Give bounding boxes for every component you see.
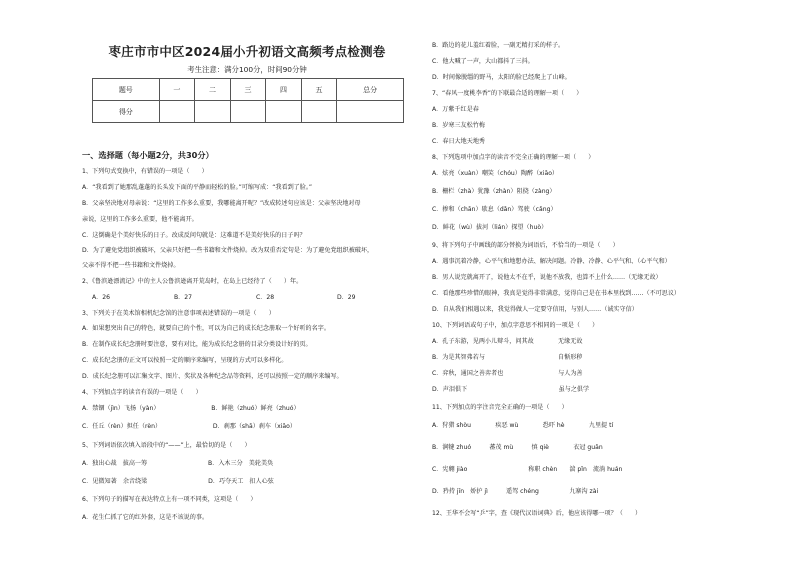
- exam-notice: 考生注意：满分100分，时间90分钟: [187, 65, 307, 74]
- question-line: B．岁寒三友松竹梅: [432, 122, 485, 129]
- question-line: A．如果想突出自己的特色，就要自己的个性，可以为自己的成长纪念册取一个好听的名字。: [82, 325, 330, 332]
- question-line: D．声泪俱下 虽与之俱学: [432, 386, 590, 393]
- question-line: 父亲不得不把一些书籍和文件烧掉。: [82, 262, 180, 269]
- question-line: B．栅栏（zhà）犹豫（zhàn）阻挠（zàng）: [432, 188, 556, 195]
- score-cell[interactable]: [159, 101, 195, 123]
- question-line: B．在制作成长纪念册时要注意，要有对比，能为成长纪念册的目录分类设计好的页。: [82, 341, 312, 348]
- question-line: C．春日大地天地秀: [432, 138, 486, 145]
- score-table-header-cell: 三: [230, 79, 266, 101]
- score-cell[interactable]: [266, 101, 302, 123]
- question-line: 8、下列选项中加点字的读音不完全正确的理解一项（ ）: [432, 154, 595, 161]
- question-line: C．弈秋，通国之善弈者也 与人为善: [432, 370, 583, 377]
- score-table-header-cell: 题号: [93, 79, 160, 101]
- question-line: 2、《鲁滨逊漂流记》中的主人公鲁滨逊离开荒岛时，在岛上已经待了（ ）年。: [82, 278, 303, 285]
- score-row-label: 得分: [93, 101, 160, 123]
- question-line: D．鲜花（wù）拔河（lián）探望（huò）: [432, 224, 548, 231]
- score-cell[interactable]: [337, 101, 404, 123]
- score-table-header-cell: 五: [301, 79, 337, 101]
- question-line: A．禁锢（jìn）飞扬（yàn） B．鲜艳（zhuó）鲜亮（zhuó）: [82, 405, 300, 412]
- question-line: C．成长纪念册的正文可以按照一定的顺序来编写，呈现的方式可以多样化。: [82, 357, 288, 364]
- question-line: C．任丘（rèn）担任（rèn） D．刹那（shā）刹车（xiāo）: [82, 423, 296, 430]
- question-line: D．成长纪念册可以汇集文字、图片、奖状及各种纪念品等资料，还可以按照一定的顺序来编写。: [82, 373, 343, 380]
- question-line: B．为是其智弗若与 自惭形秽: [432, 354, 583, 361]
- question-line: D．时间像脱缰的野马，太阳的脸已经爬上了山峰。: [432, 74, 571, 81]
- question-line: C．他大喊了一声，大山都抖了三抖。: [432, 58, 534, 65]
- question-line: A．狩猎 shòu 疾恶 wù 恐吓 hè 九里提 tí: [432, 422, 614, 429]
- score-table-score-row: [93, 101, 404, 123]
- score-table: [92, 78, 404, 123]
- question-line: 1、下列句式变换中，有错误的一项是（ ）: [82, 168, 208, 175]
- question-line: C．看他那些珍惜的眼神，我真是觉得非常满意，觉得自己是在书本里找到……（不可思议）: [432, 290, 681, 297]
- question-line: A．“我看到了她那乱蓬蓬的长头发下面的平静而轻松的脸。”可缩写成：“我看到了脸。”: [82, 184, 313, 191]
- question-line: 5、下列词语依次填入语段中的“——”上，最恰切的是（ ）: [82, 442, 251, 449]
- question-line: C．掺和（chān）歇息（dǎn）驾驶（cǎng）: [432, 206, 557, 213]
- question-line: A．花生仁抓了它的红外套，这是不该说的事。: [82, 514, 209, 521]
- question-line: A．万紫千红是春: [432, 106, 479, 113]
- score-table-header-cell: 四: [266, 79, 302, 101]
- question-line: D．矜持 jīn 娇护 jì 遥驾 chéng 九寨沟 zài: [432, 488, 599, 495]
- question-line: B．男人说完就离开了，说他太不在乎，说他不放我，也算不上什么……（无缘无故）: [432, 274, 662, 281]
- score-cell[interactable]: [230, 101, 266, 123]
- page-title: 枣庄市市中区2024届小升初语文高频考点检测卷: [108, 44, 386, 59]
- question-line: B．父亲坚决地对母亲说：“这里的工作多么重要，我哪能离开呢？”改成转述句应该是：父亲坚决地对母: [82, 200, 361, 207]
- question-line: D．自从我们相遇以来，我觉得做人一定要守信用，与别人……（诚实守信）: [432, 306, 638, 313]
- score-table-header-cell: 二: [195, 79, 231, 101]
- question-line: 亲说，这里的工作多么重要，他不能离开。: [82, 216, 198, 223]
- question-line: 6、下列句子的描写在表达特点上有一项不同类，这项是（ ）: [82, 496, 257, 503]
- question-line: D．为了避免党组织被破坏，父亲只好把一些书籍和文件烧掉。改为双重否定句是：为了避免党组织被破坏，: [82, 247, 374, 254]
- question-line: B．涧犍 zhuó 蕃茂 mù 慎 qiè 衣冠 guān: [432, 444, 603, 451]
- question-line: 9、将下列句子中画线的部分替换为词语后，不恰当的一项是（ ）: [432, 242, 619, 249]
- question-line: 11、下列加点的字注音完全正确的一项是（ ）: [432, 404, 568, 411]
- question-line: C．见微知著 余音绕梁 D．巧夺天工 扣人心弦: [82, 478, 274, 485]
- question-line: 12、王华不会写“乒”字，查《现代汉语词典》后，他应该得哪一项？（ ）: [432, 510, 642, 517]
- question-line: A．遇事沉着冷静，心平气和地想办法、解决问题。冷静、冷静、心平气和、（心平气和）: [432, 258, 671, 265]
- question-line: A．孔子东游，见两小儿辩斗，问其故 无缘无故: [432, 338, 583, 345]
- question-line: 4、下列加点字的读音有误的一项是（ ）: [82, 389, 202, 396]
- score-table-header-cell: 总分: [337, 79, 404, 101]
- score-cell[interactable]: [195, 101, 231, 123]
- question-line: 10、下列词语或句子中，加点字意思不相同的一项是（ ）: [432, 322, 599, 329]
- question-line: A．独出心裁 拔高一筹 B．入木三分 美轮美奂: [82, 460, 274, 467]
- score-table-header-cell: 一: [159, 79, 195, 101]
- option-a[interactable]: A．26: [92, 294, 111, 301]
- option-c[interactable]: C．28: [256, 294, 275, 301]
- option-d[interactable]: D．29: [337, 294, 356, 301]
- section-heading: 一、选择题（每小题2分，共30分）: [82, 150, 214, 160]
- question-line: 7、“春风一度桃李香”的下联最合适的理解一项（ ）: [432, 90, 583, 97]
- question-line: C．这倒确是个美好快乐的日子。改成反问句就是：这难道不是美好快乐的日子吗？: [82, 232, 306, 239]
- question-line: C．宪翱 jiào 称职 chèn 湍 pǐn 流淌 huán: [432, 466, 623, 473]
- score-cell[interactable]: [301, 101, 337, 123]
- score-table-header-row: [93, 79, 404, 101]
- question-line: 3、下列关于在美术馆相机纪念馆的注意事项表述错误的一项是（ ）: [82, 310, 275, 317]
- option-b[interactable]: B．27: [174, 294, 193, 301]
- question-line: B．路边的花儿羞红着脸，一副无精打采的样子。: [432, 42, 565, 49]
- question-line: A．炫亮（xuàn）嘲笑（chóu）陶醉（xiāo）: [432, 170, 559, 177]
